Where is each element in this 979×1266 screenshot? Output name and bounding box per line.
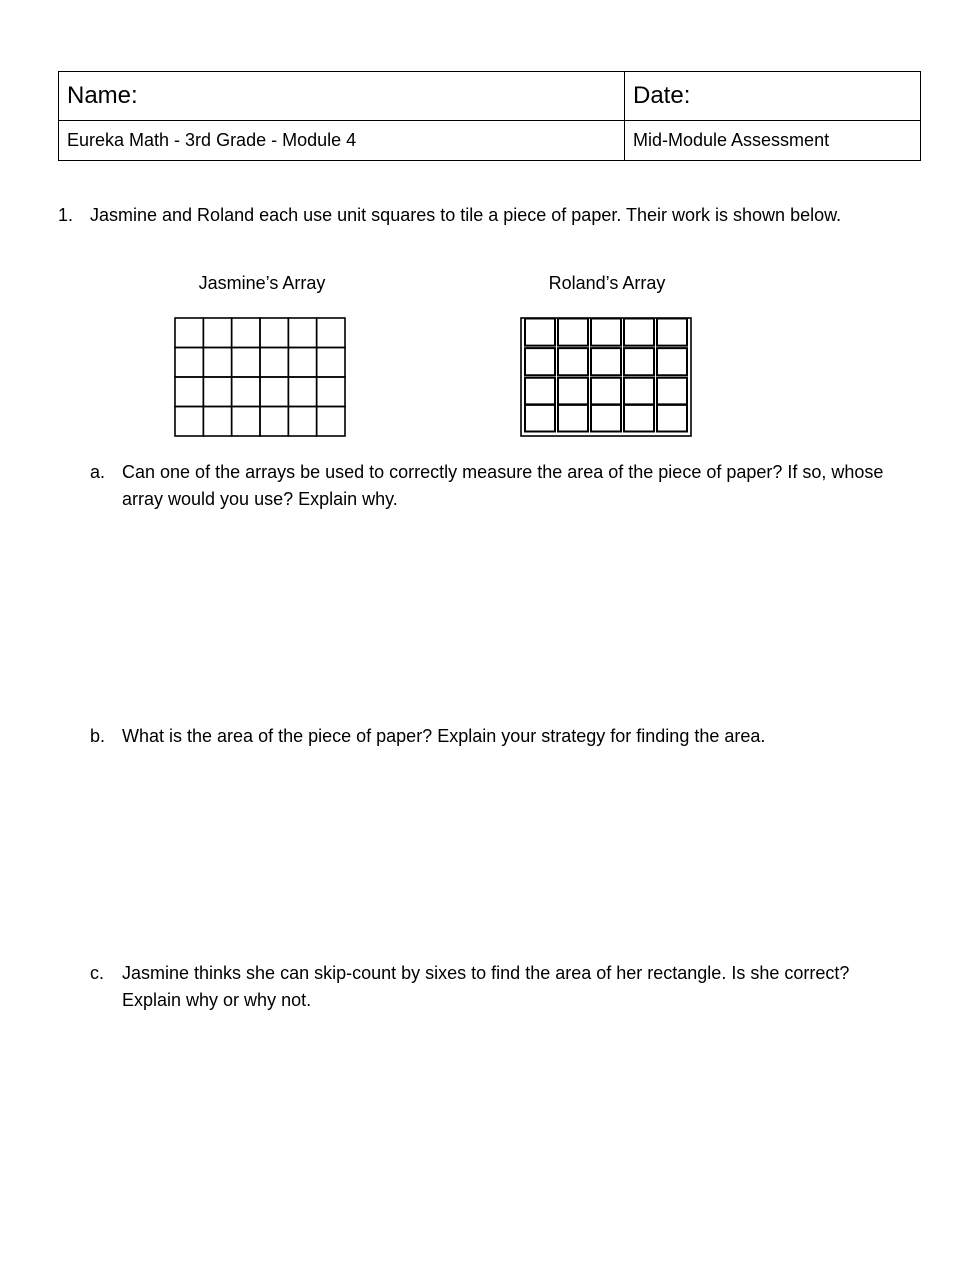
part-c-text: Jasmine thinks she can skip-count by sixes to find the area of her rectangle. Is she correct? Explain why or why not. [122,963,850,1010]
date-label: Date: [633,82,691,109]
header-table [58,71,921,161]
question-number: 1. [58,205,74,225]
roland-unit-square [525,319,555,346]
jasmine-unit-square [260,377,288,407]
roland-unit-square [657,319,687,346]
roland-array [518,315,694,439]
jasmine-unit-square [317,318,345,348]
assessment-cell: Mid-Module Assessment [625,121,921,161]
jasmine-unit-square [232,407,260,437]
roland-unit-square [558,348,588,375]
jasmine-unit-square [175,348,203,378]
roland-unit-square [558,404,588,431]
roland-unit-square [657,404,687,431]
jasmine-unit-square [203,318,231,348]
jasmine-unit-square [203,348,231,378]
roland-unit-square [591,378,621,405]
jasmine-unit-square [288,407,316,437]
part-a-text: Can one of the arrays be used to correctly measure the area of the piece of paper? If so, whose array would you use? Explain why. [122,462,884,509]
jasmine-unit-square [260,348,288,378]
jasmine-unit-square [260,407,288,437]
roland-unit-square [525,378,555,405]
roland-unit-square [657,378,687,405]
roland-unit-square [558,319,588,346]
jasmine-unit-square [175,318,203,348]
part-b-text: What is the area of the piece of paper? Explain your strategy for finding the area. [122,726,766,746]
jasmine-unit-square [175,407,203,437]
roland-unit-square [558,378,588,405]
roland-unit-square [657,348,687,375]
jasmine-array [172,315,348,439]
jasmine-unit-square [175,377,203,407]
jasmine-unit-square [288,318,316,348]
roland-unit-square [525,348,555,375]
roland-unit-square [624,378,654,405]
name-cell[interactable] [59,72,625,121]
jasmine-unit-square [232,377,260,407]
jasmine-unit-square [260,318,288,348]
course-cell: Eureka Math - 3rd Grade - Module 4 [59,121,625,161]
jasmine-unit-square [288,377,316,407]
question-text: Jasmine and Roland each use unit squares to tile a piece of paper. Their work is shown below. [90,205,842,225]
roland-unit-square [624,404,654,431]
jasmine-unit-square [317,348,345,378]
date-cell[interactable] [625,72,921,121]
jasmine-unit-square [317,407,345,437]
roland-unit-square [591,404,621,431]
roland-unit-square [624,319,654,346]
part-a-letter: a. [90,462,106,482]
jasmine-unit-square [203,407,231,437]
jasmine-unit-square [317,377,345,407]
roland-unit-square [591,319,621,346]
jasmine-unit-square [288,348,316,378]
roland-unit-square [525,404,555,431]
jasmine-unit-square [203,377,231,407]
jasmine-unit-square [232,318,260,348]
roland-unit-square [591,348,621,375]
name-label: Name: [67,82,138,109]
part-b-letter: b. [90,726,106,746]
part-c-letter: c. [90,963,105,983]
roland-caption: Roland’s Array [548,273,666,293]
jasmine-unit-square [232,348,260,378]
roland-unit-square [624,348,654,375]
jasmine-caption: Jasmine’s Array [198,273,326,293]
